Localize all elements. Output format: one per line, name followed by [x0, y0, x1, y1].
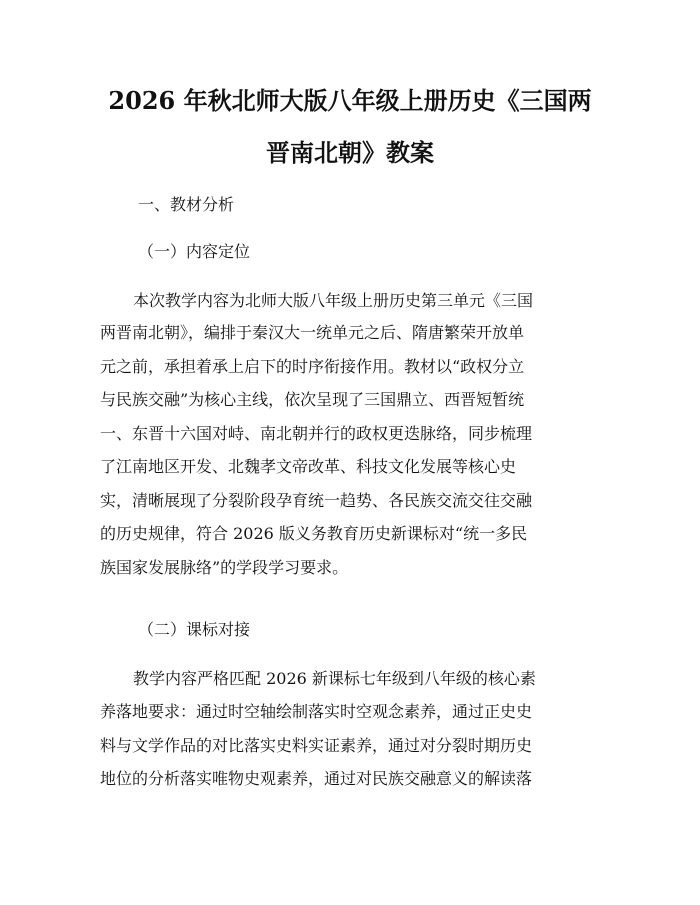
paragraph-line: 与民族交融”为核心主线，依次呈现了三国鼎立、西晋短暂统: [100, 390, 525, 409]
paragraph-line: 族国家发展脉络”的学段学习要求。: [100, 558, 349, 577]
paragraph-line: 一、东晋十六国对峙、南北朝并行的政权更迭脉络，同步梳理: [100, 424, 533, 443]
paragraph-line: 料与文学作品的对比落实史料实证素养，通过对分裂时期历史: [100, 736, 533, 755]
subsection-heading-content-positioning: （一）内容定位: [138, 242, 251, 261]
section-heading-textbook-analysis: 一、教材分析: [138, 195, 235, 214]
paragraph-line: 地位的分析落实唯物史观素养，通过对民族交融意义的解读落: [100, 769, 533, 788]
paragraph-line: 教学内容严格匹配 2026 新课标七年级到八年级的核心素: [133, 669, 536, 688]
paragraph-line: 实，清晰展现了分裂阶段孕育统一趋势、各民族交流交往交融: [100, 491, 533, 510]
document-title-line-1: 2026 年秋北师大版八年级上册历史《三国两: [108, 86, 592, 115]
subsection-heading-curriculum-alignment: （二）课标对接: [138, 620, 251, 639]
paragraph-line: 元之前，承担着承上启下的时序衔接作用。教材以“政权分立: [100, 357, 525, 376]
paragraph-line: 了江南地区开发、北魏孝文帝改革、科技文化发展等核心史: [100, 457, 517, 476]
paragraph-line: 两晋南北朝》，编排于秦汉大一统单元之后、隋唐繁荣开放单: [100, 323, 525, 342]
paragraph-line: 本次教学内容为北师大版八年级上册历史第三单元《三国: [133, 291, 534, 310]
paragraph-line: 的历史规律，符合 2026 版义务教育历史新课标对“统一多民: [100, 524, 528, 543]
document-title-line-2: 晋南北朝》教案: [266, 138, 434, 167]
paragraph-line: 养落地要求：通过时空轴绘制落实时空观念素养，通过正史史: [100, 702, 533, 721]
